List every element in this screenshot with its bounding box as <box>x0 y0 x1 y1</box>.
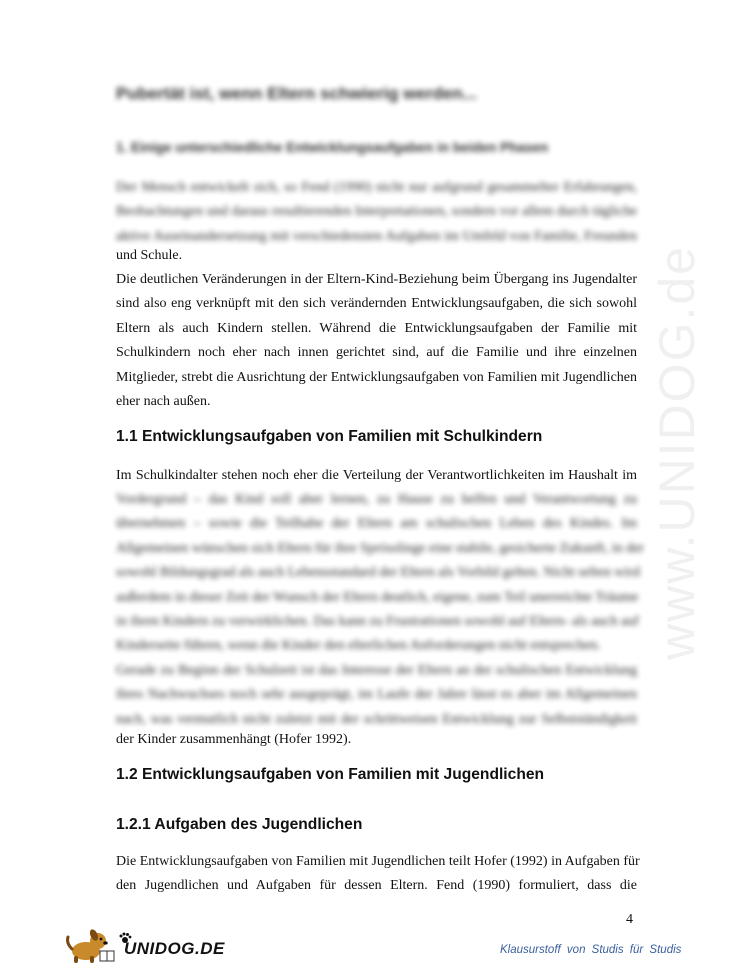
text-line: Kinderseite führen, wenn die Kinder den elterlichen Anforderungen nicht entsprechen. <box>116 638 601 654</box>
text-line: außerdem in dieser Zeit der Wunsch der Eltern deutlich, eigene, zum Teil unerreichte Träume <box>116 589 639 605</box>
logo-text: UNIDOG.DE <box>124 939 225 958</box>
dog-icon <box>64 925 122 965</box>
school-paragraph-last-line <box>116 728 637 752</box>
text-line: den Jugendlichen und Aufgaben für dessen Eltern. Fend (1990) formuliert, dass die <box>116 878 637 894</box>
text-line: Mitglieder, strebt die Ausrichtung der Entwicklungsaufgaben von Familien mit Jugendlichen <box>116 369 637 385</box>
page-number: 4 <box>626 912 633 927</box>
text-line: Eltern als auch Kindern stellen. Während die Entwicklungsaufgaben der Familie mit <box>116 320 637 336</box>
section-heading-1: 1. Einige unterschiedliche Entwicklungsaufgaben in beiden Phasen <box>116 140 549 155</box>
document-title: Pubertät ist, wenn Eltern schwierig werden... <box>116 84 477 103</box>
text-line: sowohl Bildungsgrad als auch Lebensstandard der Eltern als Vorbild gelten. Nicht selten wird <box>116 565 640 581</box>
text-line: eher nach außen. <box>116 394 211 410</box>
text-line: und Schule. <box>116 248 183 263</box>
footer-tagline: Klausurstoff von Studis für Studis <box>500 944 682 956</box>
unidog-logo[interactable] <box>64 925 225 965</box>
text-line: Gerade zu Beginn der Schulzeit ist das Interesse der Eltern an der schulischen Entwicklung <box>116 662 637 678</box>
section-heading-1-2: 1.2 Entwicklungsaufgaben von Familien mit Jugendlichen <box>116 766 545 783</box>
section-heading-1-1: 1.1 Entwicklungsaufgaben von Familien mit Schulkindern <box>116 428 543 445</box>
text-line: Der Mensch entwickelt sich, so Fend (1990) nicht nur aufgrund gesammelter Erfahrungen, <box>116 180 637 195</box>
text-line: Im Schulkindalter stehen noch eher die Verteilung der Verantwortlichkeiten im Haushalt im <box>116 468 637 483</box>
text-line: Schulkindern noch eher nach innen gerichtet sind, auf die Familie und ihre einzelnen <box>116 345 637 361</box>
text-line: in ihren Kindern zu verwirklichen. Das kann zu Frustrationen sowohl auf Eltern- als auch auf <box>116 614 639 630</box>
school-paragraph-first-line <box>116 464 637 488</box>
text-line: Vordergrund – das Kind soll aber lernen, zu Hause zu helfen und Verantwortung zu <box>116 492 637 507</box>
text-line: sind also eng verknüpft mit den sich verändernden Entwicklungsaufgaben, die sich sowohl <box>116 296 637 312</box>
text-line: der Kinder zusammenhängt (Hofer 1992). <box>116 732 352 747</box>
text-line: Beobachtungen und daraus resultierenden Interpretationen, sondern vor allem durch tägliche <box>116 204 637 220</box>
watermark-text: www.UNIDOG.de <box>649 245 705 660</box>
intro-paragraph-end <box>116 244 637 268</box>
intro-paragraph-blurred <box>116 176 637 249</box>
school-paragraph-blurred <box>116 488 644 732</box>
section-heading-1-2-1: 1.2.1 Aufgaben des Jugendlichen <box>116 816 363 833</box>
text-line: ihres Nachwuchses noch sehr ausgeprägt, im Laufe der Jahre lässt es aber im Allgemeinen <box>116 687 637 703</box>
text-line: Allgemeinen wünschen sich Eltern für ihre Sprösslinge eine stabile, gesicherte Zukunft, in der <box>116 540 644 556</box>
text-line: aktive Auseinandersetzung mit verschiedensten Aufgaben im Umfeld von Familie, Freunden <box>116 228 637 244</box>
text-line: Die Entwicklungsaufgaben von Familien mit Jugendlichen teilt Hofer (1992) in Aufgaben für <box>116 854 640 869</box>
text-line: nach, was vermutlich nicht zuletzt mit der schrittweisen Entwicklung zur Selbstständigkeit <box>116 711 637 727</box>
youth-paragraph <box>116 850 640 899</box>
text-line: Die deutlichen Veränderungen in der Eltern-Kind-Beziehung beim Übergang ins Jugendalter <box>116 272 637 287</box>
changes-paragraph <box>116 268 637 414</box>
text-line: übernehmen – sowie die Teilhabe der Eltern am schulischen Leben des Kindes. Im <box>116 516 637 532</box>
